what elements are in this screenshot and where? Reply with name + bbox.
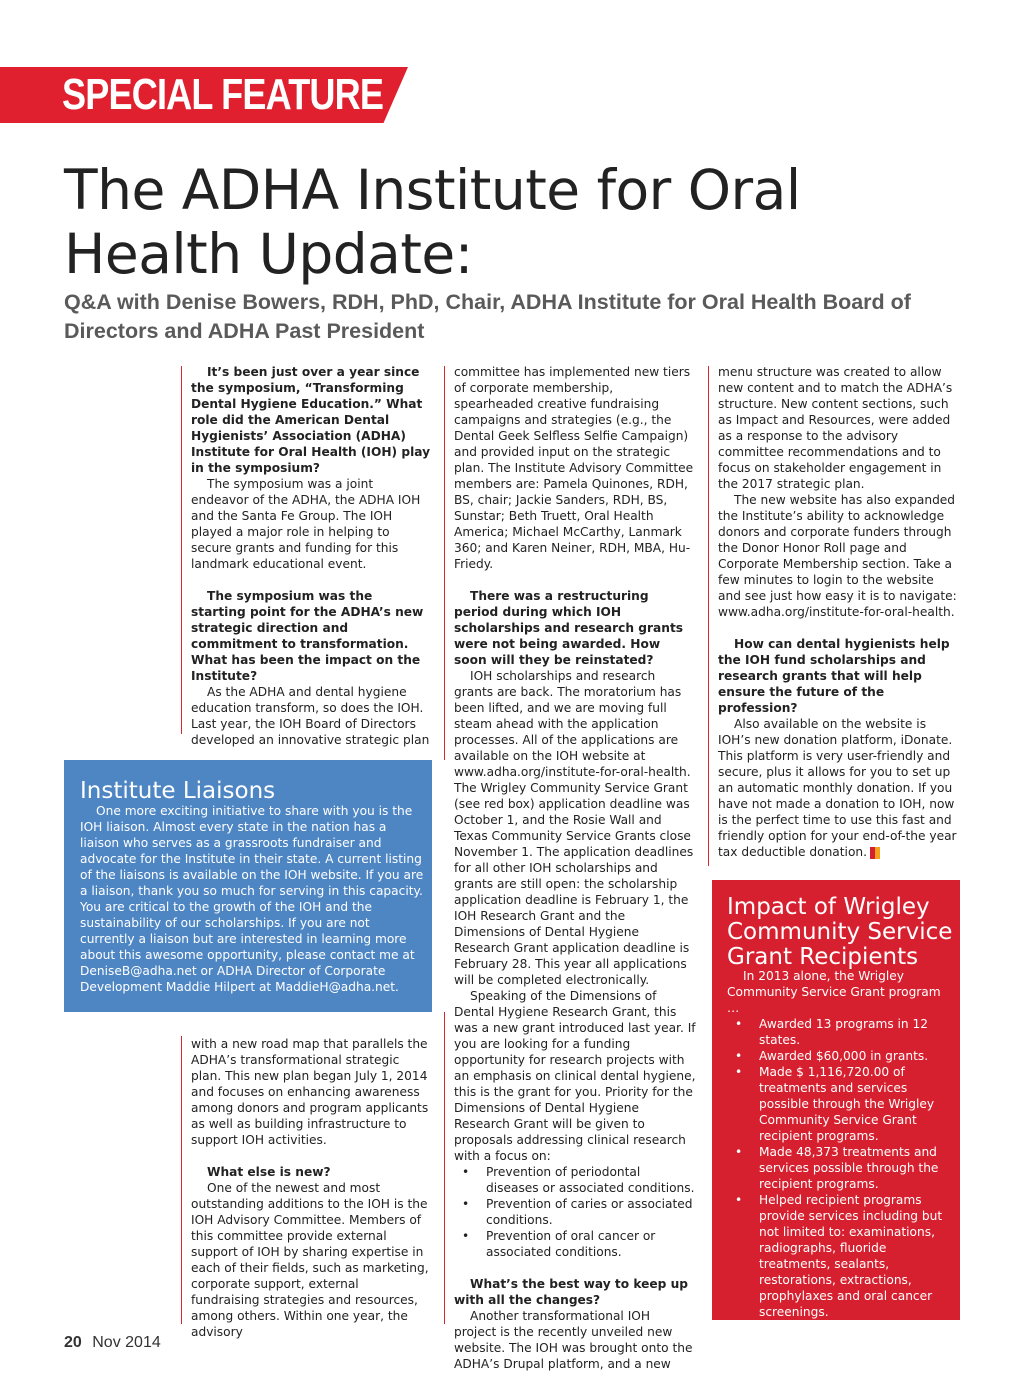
question: How can dental hygienists help the IOH fund scholarships and research grants that will help ensure the future of the profession? bbox=[718, 637, 950, 715]
column-3 bbox=[718, 364, 960, 860]
column-rule bbox=[444, 1012, 445, 1324]
answer bbox=[718, 716, 960, 860]
question: There was a restructuring period during which IOH scholarships and research grants were not being awarded. How soon will they be reinstated? bbox=[454, 589, 684, 667]
answer-text: Also available on the website is IOH’s new donation platform, iDonate. This platform is very user-friendly and secure, plus it allows for you to set up an automatic monthly donation. If you have not made a donation to IOH, now is the perfect time to use this fast and friendly option for your end-of-the year tax deductible donation. bbox=[718, 717, 957, 859]
column-1-bottom bbox=[191, 1036, 431, 1340]
answer-continued: menu structure was created to allow new content and to match the ADHA’s structure. New content sections, such as Impact and Resources, were added as a response to the advisory committee recommendations and to focus on stakeholder engagement in the 2017 strategic plan. bbox=[718, 365, 953, 491]
page-number: 20 bbox=[64, 1334, 82, 1351]
list-item: • Made $ 1,116,720.00 of treatments and services possible through the Wrigley Community Service Grant recipient programs. bbox=[759, 1064, 955, 1144]
column-2 bbox=[454, 364, 696, 1372]
question: What else is new? bbox=[207, 1165, 331, 1179]
answer-continued: with a new road map that parallels the ADHA’s transformational strategic plan. This new plan began July 1, 2014 and focuses on enhancing awareness among donors and program applicants as well as building infrastructure to support IOH activities. bbox=[191, 1037, 429, 1147]
wrigley-impact-box bbox=[712, 880, 960, 1320]
answer: Another transformational IOH project is the recently unveiled new website. The IOH was brought onto the ADHA’s Drupal platform, and a new bbox=[454, 1309, 693, 1371]
column-rule bbox=[708, 366, 709, 866]
column-rule bbox=[181, 1036, 182, 1324]
list-item: • Prevention of caries or associated conditions. bbox=[486, 1196, 696, 1228]
question: What’s the best way to keep up with all the changes? bbox=[454, 1277, 689, 1307]
question: It’s been just over a year since the symposium, “Transforming Dental Hygiene Education.” What role did the American Dental Hygienists’ Association (ADHA) Institute for Oral Health (IOH) play in the symposium? bbox=[191, 365, 431, 475]
article-title: The ADHA Institute for Oral Health Update: bbox=[64, 158, 801, 286]
impact-heading: Impact of Wrigley Community Service Grant Recipients bbox=[727, 894, 953, 970]
question: The symposium was the starting point for the ADHA’s new strategic direction and commitment to transformation. What has been the impact on the Institute? bbox=[191, 589, 424, 683]
column-rule bbox=[444, 366, 445, 760]
page-footer bbox=[64, 1334, 161, 1352]
impact-list bbox=[727, 1016, 955, 1320]
list-item: • Prevention of periodontal diseases or associated conditions. bbox=[486, 1164, 696, 1196]
section-banner-label: SPECIAL FEATURE bbox=[62, 70, 384, 119]
answer: Speaking of the Dimensions of Dental Hygiene Research Grant, this was a new grant introduced last year. If you are looking for a funding opportunity for research projects with an emphasis on clinical dental hygiene, this is the grant for you. Priority for the Dimensions of Dental Hygiene Research Grant will be given to proposals addressing clinical research with a focus on: bbox=[454, 989, 696, 1163]
institute-liaisons-box bbox=[64, 760, 432, 1012]
answer-continued: committee has implemented new tiers of corporate membership, spearheaded creative fundraising campaigns and strategies (e.g., the Dental Geek Selfless Selfie Campaign) and provided input on the strategic plan. The Institute Advisory Committee members are: Pamela Quinones, RDH, BS, chair; Jackie Sanders, RDH, BS, Sunstar; Beth Truett, Oral Health America; Michael McCarthy, Lanmark 360; and Karen Neiner, RDH, MBA, Hu-Friedy. bbox=[454, 365, 694, 571]
list-item: • Made 48,373 treatments and services possible through the recipient programs. bbox=[759, 1144, 955, 1192]
liaison-heading: Institute Liaisons bbox=[80, 778, 276, 804]
answer: The new website has also expanded the Institute’s ability to acknowledge donors and corporate funders through the Donor Honor Roll page and Corporate Membership section. Take a few minutes to login to the website and see just how easy it is to navigate: www.adha.org/institute-for-oral-health. bbox=[718, 493, 957, 619]
article-subtitle: Q&A with Denise Bowers, RDH, PhD, Chair, ADHA Institute for Oral Health Board of Directors and ADHA Past President bbox=[64, 290, 911, 343]
list-item: • Awarded $60,000 in grants. bbox=[759, 1048, 955, 1064]
answer: As the ADHA and dental hygiene education transform, so does the IOH. Last year, the IOH Board of Directors developed an innovative strategic plan bbox=[191, 685, 430, 747]
column-rule bbox=[181, 366, 182, 734]
list-item: • Prevention of oral cancer or associated conditions. bbox=[486, 1228, 696, 1260]
answer: One of the newest and most outstanding additions to the IOH is the IOH Advisory Committee. Members of this committee provide external support of IOH by sharing expertise in each of their fields, such as marketing, corporate support, external fundraising strategies and resources, among others. Within one year, the advisory bbox=[191, 1181, 429, 1339]
answer: IOH scholarships and research grants are back. The moratorium has been lifted, and we are moving full steam ahead with the application processes. All of the applications are available on the IOH website at www.adha.org/institute-for-oral-health. The Wrigley Community Service Grant (see red box) application deadline was October 1, and the Rosie Wall and Texas Community Service Grants close November 1. The application deadlines for all other IOH scholarships and grants are still open: the scholarship application deadline is February 1, the IOH Research Grant and the Dimensions of Dental Hygiene Research Grant application deadline is February 28. This year all applications will be completed electronically. bbox=[454, 669, 694, 987]
column-1-top bbox=[191, 364, 431, 748]
list-item: • Awarded 13 programs in 12 states. bbox=[759, 1016, 955, 1048]
liaison-body: One more exciting initiative to share with you is the IOH liaison. Almost every state in the nation has a liaison who serves as a grassroots fundraiser and advocate for the Institute in their state. A current listing of the liaisons is available on the IOH website. If you are a liaison, thank you so much for serving in this capacity. You are critical to the growth of the IOH and the sustainability of our scholarships. If you are not currently a liaison but are interested in learning more about this awesome opportunity, please contact me at DeniseB@adha.net or ADHA Director of Corporate Development Maddie Hilpert at MaddieH@adha.net. bbox=[80, 804, 424, 994]
impact-intro: In 2013 alone, the Wrigley Community Service Grant program … bbox=[727, 969, 941, 1015]
answer: The symposium was a joint endeavor of the ADHA, the ADHA IOH and the Santa Fe Group. The IOH played a major role in helping to secure grants and funding for this landmark educational event. bbox=[191, 477, 421, 571]
end-of-article-icon bbox=[870, 847, 880, 859]
list-item: • Helped recipient programs provide services including but not limited to: examinations, radiographs, fluoride treatments, sealants, restorations, extractions, prophylaxes and oral cancer screenings. bbox=[759, 1192, 955, 1320]
issue-date: Nov 2014 bbox=[92, 1334, 161, 1351]
research-focus-list bbox=[454, 1164, 696, 1260]
